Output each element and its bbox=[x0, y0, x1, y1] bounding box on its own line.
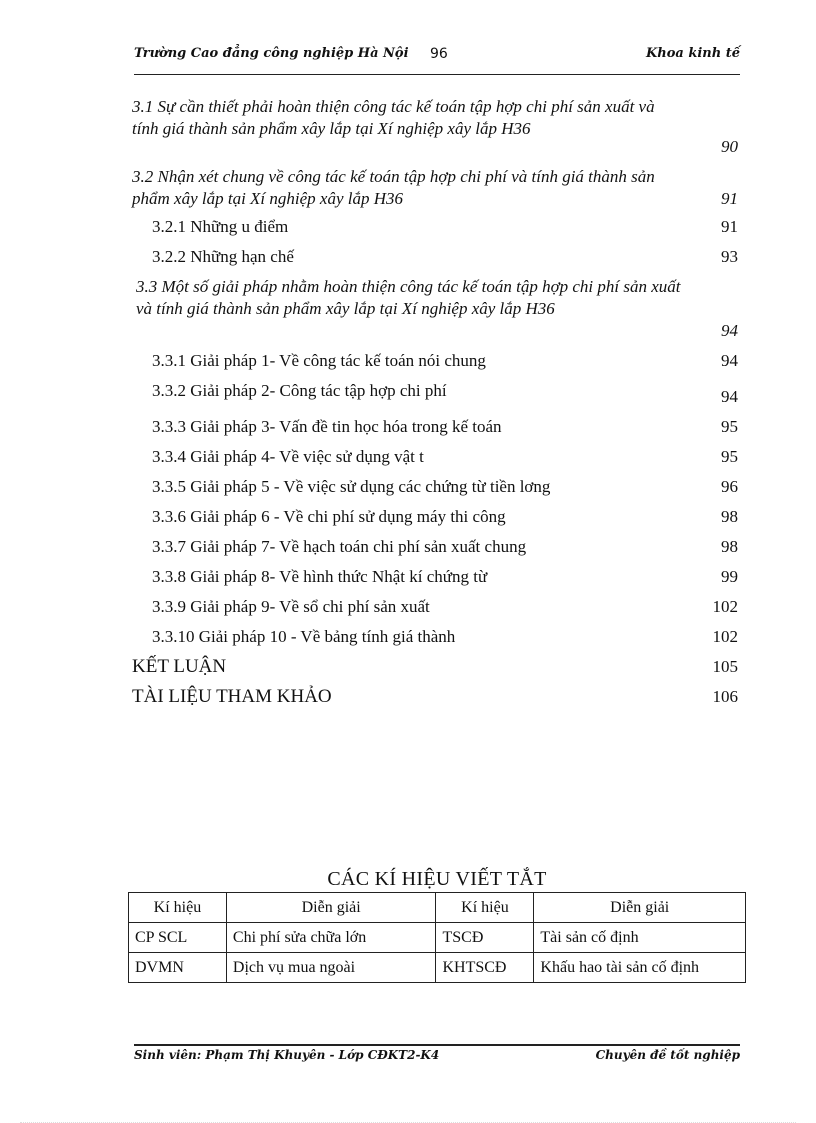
table-cell: TSCĐ bbox=[436, 923, 534, 953]
abbreviations-title: CÁC KÍ HIỆU VIẾT TẮT bbox=[327, 868, 547, 890]
toc-entry-text: 3.2 Nhận xét chung về công tác kế toán tập hợp chi phí và tính giá thành sản phẩm xây lắp tại Xí nghiệp xây lắp H36 bbox=[132, 167, 655, 208]
toc-entry-page: 94 bbox=[721, 351, 738, 370]
toc-entry-text: 3.2.2 Những hạn chế bbox=[152, 247, 294, 266]
toc-entry-page: 96 bbox=[721, 477, 738, 496]
toc-entry-page: 94 bbox=[721, 387, 738, 406]
toc-entry-text: 3.3.4 Giải pháp 4- Về việc sử dụng vật t bbox=[152, 447, 424, 466]
toc-entry-3-3-2 bbox=[132, 380, 738, 410]
toc-entry-text: 3.3.5 Giải pháp 5 - Về việc sử dụng các chứng từ tiền lơng bbox=[152, 477, 551, 496]
header-cell: Diễn giải bbox=[226, 893, 436, 923]
toc-entry-text: 3.3.9 Giải pháp 9- Về sổ chi phí sản xuất bbox=[152, 597, 430, 616]
toc-entry-page: 106 bbox=[712, 687, 738, 706]
footer-rule bbox=[134, 1044, 740, 1046]
page-footer bbox=[134, 1048, 740, 1070]
toc-entry-page: 98 bbox=[721, 507, 738, 526]
table-cell: Chi phí sửa chữa lớn bbox=[226, 923, 436, 953]
toc-entry-text: TÀI LIỆU THAM KHẢO bbox=[132, 686, 332, 707]
abbreviations-table bbox=[128, 892, 746, 983]
toc-entry-text: KẾT LUẬN bbox=[132, 656, 227, 677]
toc-entry-3-1 bbox=[132, 96, 738, 162]
table-row bbox=[129, 923, 746, 953]
header-page-number: 96 bbox=[430, 46, 448, 62]
header-rule bbox=[134, 74, 740, 75]
header-cell: Kí hiệu bbox=[129, 893, 227, 923]
toc-entry-page: 93 bbox=[721, 247, 738, 266]
table-cell: Dịch vụ mua ngoài bbox=[226, 953, 436, 983]
toc-entry-page: 105 bbox=[712, 657, 738, 676]
toc-entry-text: 3.3.8 Giải pháp 8- Về hình thức Nhật kí chứng từ bbox=[152, 567, 488, 586]
toc-entry-page: 102 bbox=[712, 597, 738, 616]
table-cell: Khấu hao tài sản cố định bbox=[534, 953, 746, 983]
header-faculty: Khoa kinh tế bbox=[645, 46, 740, 61]
toc-entry-text: 3.3.6 Giải pháp 6 - Về chi phí sử dụng máy thi công bbox=[152, 507, 506, 526]
header-cell: Kí hiệu bbox=[436, 893, 534, 923]
toc-entry-text: 3.3 Một số giải pháp nhằm hoàn thiện công tác kế toán tập hợp chi phí sản xuất và tính giá thành sản phẩm xây lắp tại Xí nghiệp xây lắp H36 bbox=[136, 277, 681, 318]
table-header-row bbox=[129, 893, 746, 923]
toc-entry-page: 90 bbox=[721, 137, 738, 156]
toc-entry-page: 95 bbox=[721, 447, 738, 466]
toc-entry-text: 3.2.1 Những u điểm bbox=[152, 217, 289, 236]
table-cell: Tài sản cố định bbox=[534, 923, 746, 953]
table-row bbox=[129, 953, 746, 983]
toc-entry-text: 3.3.2 Giải pháp 2- Công tác tập hợp chi phí bbox=[152, 381, 447, 400]
toc-entry-3-3 bbox=[132, 276, 738, 342]
header-cell: Diễn giải bbox=[534, 893, 746, 923]
toc-entry-text: 3.3.7 Giải pháp 7- Về hạch toán chi phí sản xuất chung bbox=[152, 537, 527, 556]
toc-entry-text: 3.1 Sự cần thiết phải hoàn thiện công tác kế toán tập hợp chi phí sản xuất và tính giá thành sản phẩm xây lắp tại Xí nghiệp xây lắp H36 bbox=[132, 97, 655, 138]
page-header bbox=[134, 46, 740, 68]
header-school: Trường Cao đẳng công nghiệp Hà Nội bbox=[134, 46, 409, 61]
footer-thesis-label: Chuyên đề tốt nghiệp bbox=[595, 1048, 740, 1062]
toc-entry-page: 91 bbox=[721, 217, 738, 236]
toc-entry-text: 3.3.3 Giải pháp 3- Vấn đề tin học hóa trong kế toán bbox=[152, 417, 502, 436]
table-cell: DVMN bbox=[129, 953, 227, 983]
toc-entry-page: 91 bbox=[721, 189, 738, 208]
table-cell: KHTSCĐ bbox=[436, 953, 534, 983]
toc-entry-page: 98 bbox=[721, 537, 738, 556]
toc-entry-page: 95 bbox=[721, 417, 738, 436]
toc-entry-page: 102 bbox=[712, 627, 738, 646]
toc-entry-page: 99 bbox=[721, 567, 738, 586]
toc-entry-page: 94 bbox=[721, 321, 738, 340]
toc-entry-text: 3.3.10 Giải pháp 10 - Về bảng tính giá thành bbox=[152, 627, 456, 646]
footer-student: Sinh viên: Phạm Thị Khuyên - Lớp CĐKT2-K4 bbox=[134, 1048, 440, 1062]
toc-entry-3-2 bbox=[132, 166, 738, 210]
toc-entry-text: 3.3.1 Giải pháp 1- Về công tác kế toán nói chung bbox=[152, 351, 486, 370]
table-cell: CP SCL bbox=[129, 923, 227, 953]
